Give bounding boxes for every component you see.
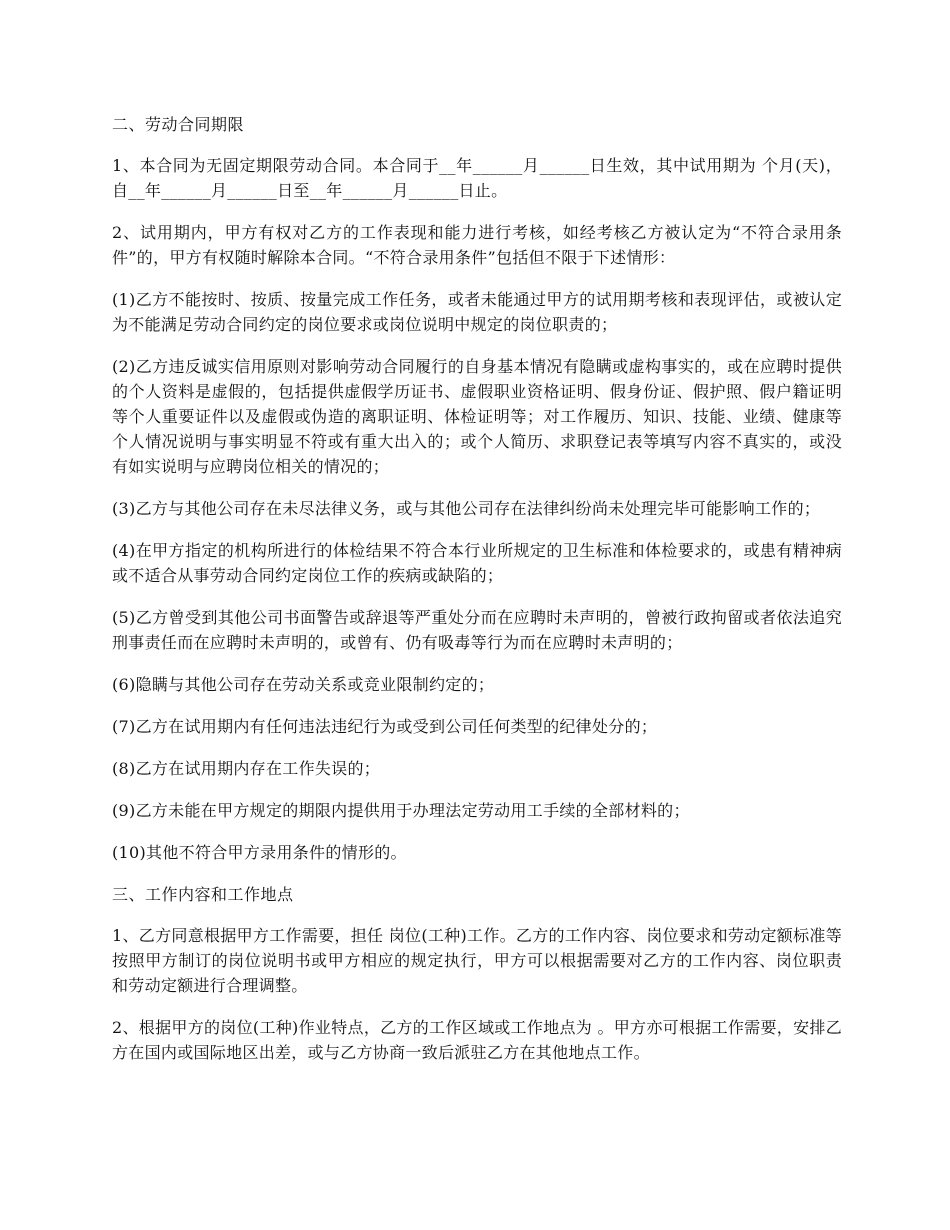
list-item-condition-9: (9)乙方未能在甲方规定的期限内提供用于办理法定劳动用工手续的全部材料的； [112, 801, 690, 820]
section-heading-contract-term: 二、劳动合同期限 [112, 115, 245, 134]
list-item-condition-6: (6)隐瞒与其他公司存在劳动关系或竞业限制约定的； [112, 675, 495, 694]
list-item-condition-4: (4)在甲方指定的机构所进行的体检结果不符合本行业所规定的卫生标准和体检要求的，或患有精神病或不适合从事劳动合同约定岗位工作的疾病或缺陷的； [112, 541, 842, 585]
list-item-condition-2: (2)乙方违反诚实信用原则对影响劳动合同履行的自身基本情况有隐瞒或虚构事实的，或在应聘时提供的个人资料是虚假的，包括提供虚假学历证书、虚假职业资格证明、假身份证、假护照、假户籍证明等个人重要证件以及虚假或伪造的离职证明、体检证明等；对工作履历、知识、技能、业绩、健康等个人情况说明与事实明显不符或有重大出入的；或个人简历、求职登记表等填写内容不真实的，或没有如实说明与应聘岗位相关的情况的； [112, 357, 842, 476]
paragraph-probation: 2、试用期内，甲方有权对乙方的工作表现和能力进行考核，如经考核乙方被认定为“不符合录用条件”的，甲方有权随时解除本合同。“不符合录用条件”包括但不限于下述情形： [112, 223, 842, 267]
paragraph-work-content: 1、乙方同意根据甲方工作需要，担任 岗位(工种)工作。乙方的工作内容、岗位要求和劳动定额标准等按照甲方制订的岗位说明书或甲方相应的规定执行，甲方可以根据需要对乙方的工作内容、岗位职责和劳动定额进行合理调整。 [112, 926, 842, 995]
section-heading-work-content: 三、工作内容和工作地点 [112, 885, 294, 904]
list-item-condition-8: (8)乙方在试用期内存在工作失误的； [112, 759, 381, 778]
list-item-condition-5: (5)乙方曾受到其他公司书面警告或辞退等严重处分而在应聘时未声明的，曾被行政拘留或者依法追究刑事责任而在应聘时未声明的，或曾有、仍有吸毒等行为而在应聘时未声明的； [112, 608, 842, 652]
list-item-condition-1: (1)乙方不能按时、按质、按量完成工作任务，或者未能通过甲方的试用期考核和表现评估，或被认定为不能满足劳动合同约定的岗位要求或岗位说明中规定的岗位职责的； [112, 290, 842, 334]
document-page [112, 112, 842, 1082]
list-item-condition-7: (7)乙方在试用期内有任何违法违纪行为或受到公司任何类型的纪律处分的； [112, 717, 658, 736]
paragraph-contract-term: 1、本合同为无固定期限劳动合同。本合同于__年______月______日生效，其中试用期为 个月(天)，自__年______月______日至__年______月______日止。 [112, 156, 842, 200]
paragraph-work-location: 2、根据甲方的岗位(工种)作业特点，乙方的工作区域或工作地点为 。甲方亦可根据工作需要，安排乙方在国内或国际地区出差，或与乙方协商一致后派驻乙方在其他地点工作。 [112, 1018, 842, 1062]
list-item-condition-10: (10)其他不符合甲方录用条件的情形的。 [112, 843, 407, 862]
list-item-condition-3: (3)乙方与其他公司存在未尽法律义务，或与其他公司存在法律纠纷尚未处理完毕可能影响工作的； [112, 499, 821, 518]
